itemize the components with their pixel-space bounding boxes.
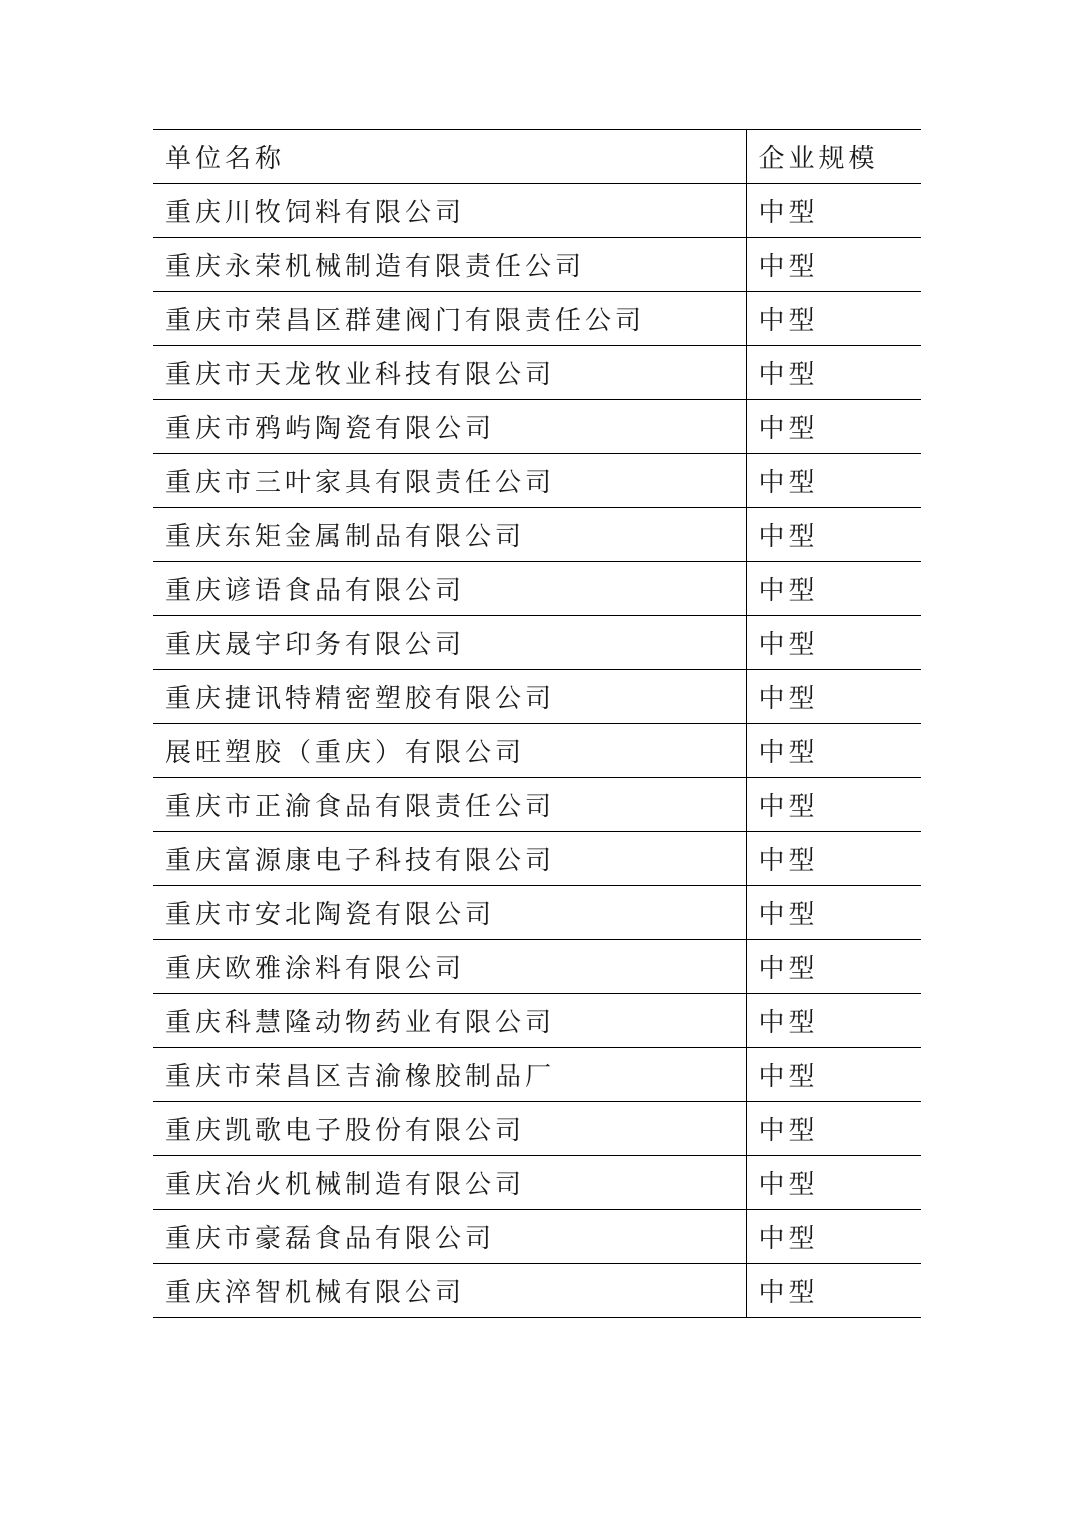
header-row [153, 130, 921, 184]
table-row [153, 346, 921, 400]
table-row [153, 670, 921, 724]
company-name-cell: 重庆冶火机械制造有限公司 [153, 1156, 746, 1210]
enterprise-size-cell: 中型 [746, 616, 921, 670]
company-name-cell: 重庆市天龙牧业科技有限公司 [153, 346, 746, 400]
company-name-cell: 展旺塑胶（重庆）有限公司 [153, 724, 746, 778]
company-name-cell: 重庆谚语食品有限公司 [153, 562, 746, 616]
table-row [153, 508, 921, 562]
enterprise-size-cell: 中型 [746, 454, 921, 508]
company-name-cell: 重庆市豪磊食品有限公司 [153, 1210, 746, 1264]
table-row [153, 1102, 921, 1156]
table-row [153, 1048, 921, 1102]
enterprise-size-cell: 中型 [746, 400, 921, 454]
table-row [153, 1156, 921, 1210]
table-row [153, 994, 921, 1048]
company-name-cell: 重庆市安北陶瓷有限公司 [153, 886, 746, 940]
enterprise-size-cell: 中型 [746, 1264, 921, 1318]
company-name-cell: 重庆川牧饲料有限公司 [153, 184, 746, 238]
company-name-cell: 重庆市正渝食品有限责任公司 [153, 778, 746, 832]
enterprise-size-cell: 中型 [746, 184, 921, 238]
enterprise-size-cell: 中型 [746, 562, 921, 616]
table-row [153, 1210, 921, 1264]
table-row [153, 400, 921, 454]
company-name-cell: 重庆捷讯特精密塑胶有限公司 [153, 670, 746, 724]
table-row [153, 832, 921, 886]
company-name-cell: 重庆凯歌电子股份有限公司 [153, 1102, 746, 1156]
table-row [153, 724, 921, 778]
table-row [153, 886, 921, 940]
enterprise-size-cell: 中型 [746, 778, 921, 832]
company-name-cell: 重庆市荣昌区群建阀门有限责任公司 [153, 292, 746, 346]
enterprise-size-cell: 中型 [746, 238, 921, 292]
table-header [153, 130, 921, 184]
table-row [153, 778, 921, 832]
company-name-cell: 重庆市荣昌区吉渝橡胶制品厂 [153, 1048, 746, 1102]
company-name-cell: 重庆富源康电子科技有限公司 [153, 832, 746, 886]
table-row [153, 184, 921, 238]
table-body [153, 184, 921, 1318]
enterprise-table [153, 129, 921, 1318]
company-name-cell: 重庆晟宇印务有限公司 [153, 616, 746, 670]
enterprise-size-cell: 中型 [746, 832, 921, 886]
enterprise-size-cell: 中型 [746, 1156, 921, 1210]
company-name-cell: 重庆欧雅涂料有限公司 [153, 940, 746, 994]
enterprise-size-cell: 中型 [746, 886, 921, 940]
table-row [153, 616, 921, 670]
enterprise-size-cell: 中型 [746, 346, 921, 400]
enterprise-size-cell: 中型 [746, 724, 921, 778]
enterprise-size-cell: 中型 [746, 994, 921, 1048]
enterprise-size-cell: 中型 [746, 1102, 921, 1156]
company-name-cell: 重庆永荣机械制造有限责任公司 [153, 238, 746, 292]
company-name-cell: 重庆市鸦屿陶瓷有限公司 [153, 400, 746, 454]
column-header-size: 企业规模 [746, 130, 921, 184]
company-name-cell: 重庆东矩金属制品有限公司 [153, 508, 746, 562]
table-row [153, 238, 921, 292]
table-row [153, 562, 921, 616]
company-name-cell: 重庆科慧隆动物药业有限公司 [153, 994, 746, 1048]
company-name-cell: 重庆市三叶家具有限责任公司 [153, 454, 746, 508]
enterprise-size-cell: 中型 [746, 1210, 921, 1264]
enterprise-size-cell: 中型 [746, 508, 921, 562]
column-header-name: 单位名称 [153, 130, 746, 184]
enterprise-size-cell: 中型 [746, 670, 921, 724]
enterprise-size-cell: 中型 [746, 940, 921, 994]
enterprise-size-cell: 中型 [746, 292, 921, 346]
table-row [153, 1264, 921, 1318]
table-row [153, 940, 921, 994]
enterprise-size-cell: 中型 [746, 1048, 921, 1102]
company-name-cell: 重庆淬智机械有限公司 [153, 1264, 746, 1318]
table-row [153, 292, 921, 346]
table-row [153, 454, 921, 508]
